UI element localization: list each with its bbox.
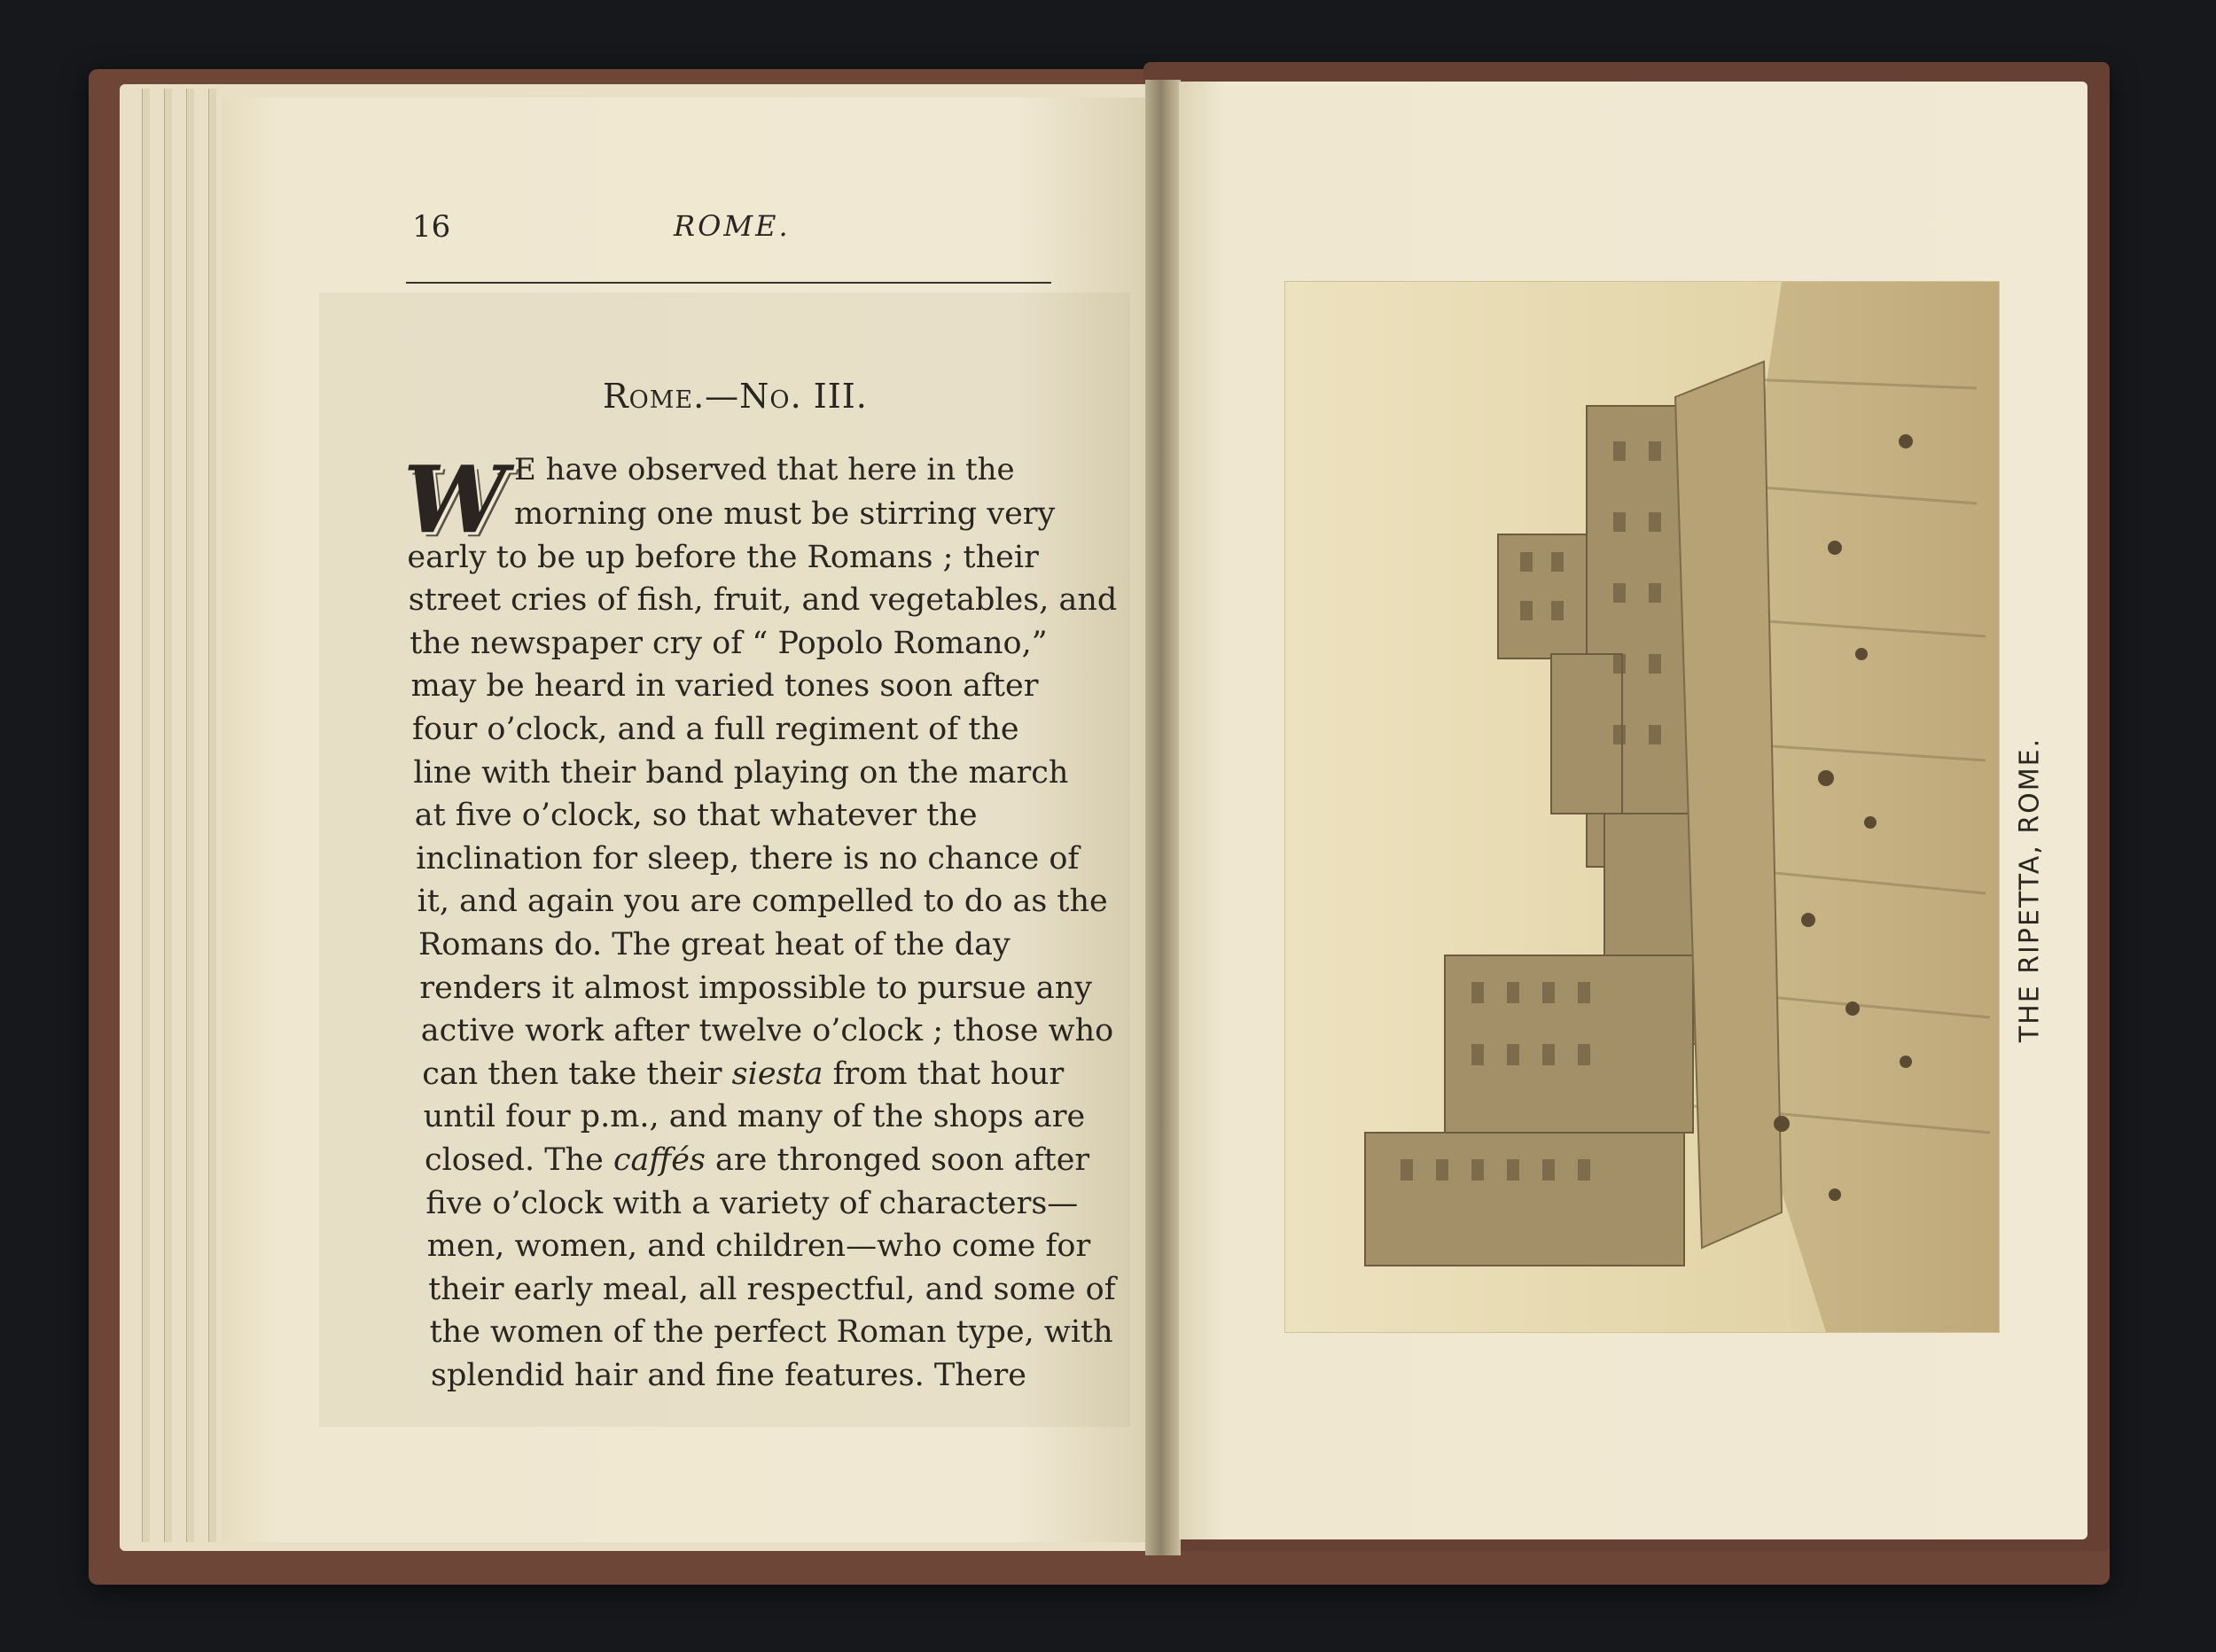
text-line: until four p.m., and many of the shops are [423,1099,1086,1135]
text-line: street cries of fish, fruit, and vegetables, and [408,582,1118,619]
text-line: inclination for sleep, there is no chance of [416,840,1080,877]
text-line: the women of the perfect Roman type, with [429,1314,1113,1351]
text-line: renders it almost impossible to pursue any [419,970,1093,1006]
text-line: it, and again you are compelled to do as the [417,884,1108,920]
page-edge [208,89,216,1542]
text-line: at five o’clock, so that whatever the [414,798,978,834]
text-line: men, women, and children—who come for [426,1228,1091,1265]
text-line: the newspaper cry of “ Popolo Romano,” [410,625,1048,661]
header-rule [406,282,1051,284]
page-edge [142,89,150,1542]
text-line: their early meal, all respectful, and some of [428,1271,1116,1307]
text-line: five o’clock with a variety of characters— [425,1185,1079,1221]
text-line: line with their band playing on the march [413,754,1069,791]
text-line: may be heard in varied tones soon after [410,668,1039,705]
first-line: E have observed that here in the [514,452,1015,487]
photo-caption-text: THE RIPETTA, ROME. [2014,736,2046,1043]
ripetta-photograph [1285,282,1999,1332]
page-edge [186,89,194,1542]
text-line: closed. The caffés are thronged soon after [425,1142,1090,1178]
drop-cap: W [403,445,507,554]
text-line: splendid hair and fine features. There [431,1358,1026,1393]
text-line: active work after twelve o’clock ; those who [420,1013,1114,1049]
text-line: four o’clock, and a full regiment of the [412,712,1019,747]
running-head: ROME. [674,209,791,243]
page-edge [164,89,172,1542]
italic-word: caffés [613,1142,706,1178]
italic-word: siesta [731,1056,823,1092]
text-line: can then take their siesta from that hour [422,1056,1065,1092]
page-number: 16 [412,209,451,245]
book-gutter [1145,80,1181,1555]
text-line: morning one must be stirring very [514,496,1056,532]
text-line: early to be up before the Romans ; their [407,539,1039,575]
text-line: Romans do. The great heat of the day [418,927,1010,962]
chapter-title: Rome.—No. III. [603,377,868,416]
photograph-image [1285,282,1999,1332]
